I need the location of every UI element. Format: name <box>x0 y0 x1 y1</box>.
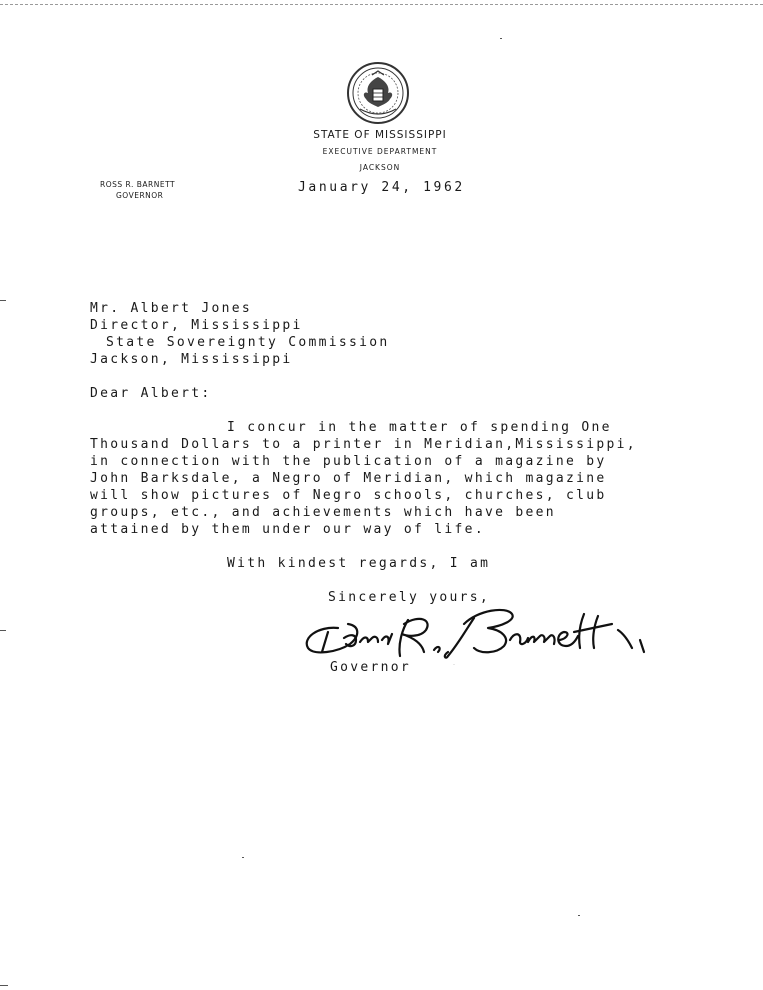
top-scan-edge <box>0 4 763 5</box>
state-seal-icon <box>346 61 410 125</box>
scan-speck <box>500 38 502 39</box>
recipient-title-1: Director, Mississippi <box>90 318 303 333</box>
scan-edge-mark <box>0 300 6 301</box>
body-line: Thousand Dollars to a printer in Meridian,Mississippi, <box>90 437 637 452</box>
body-line: in connection with the publication of a magazine by <box>90 454 607 469</box>
scan-speck <box>578 915 580 916</box>
scan-edge-mark <box>0 630 6 631</box>
handwritten-signature <box>298 590 658 665</box>
letterhead-city: JACKSON <box>359 163 401 172</box>
letter-date: January 24, 1962 <box>298 180 465 195</box>
scan-edge-mark <box>0 985 8 986</box>
recipient-name: Mr. Albert Jones <box>90 301 253 316</box>
signer-title: Governor <box>330 660 412 675</box>
body-line: will show pictures of Negro schools, churches, club <box>90 488 607 503</box>
recipient-address: Jackson, Mississippi <box>90 352 293 367</box>
body-line: John Barksdale, a Negro of Meridian, which magazine <box>90 471 607 486</box>
letterhead-department: EXECUTIVE DEPARTMENT <box>322 147 438 156</box>
recipient-title-2: State Sovereignty Commission <box>106 335 390 350</box>
letterhead-governor-title: GOVERNOR <box>116 191 164 200</box>
body-line: I concur in the matter of spending One <box>227 420 612 435</box>
body-line: attained by them under our way of life. <box>90 522 485 537</box>
scan-speck <box>242 857 244 858</box>
salutation: Dear Albert: <box>90 386 212 401</box>
letterhead-governor-name: ROSS R. BARNETT <box>100 180 176 189</box>
letterhead-state: STATE OF MISSISSIPPI <box>313 129 447 141</box>
body-line: groups, etc., and achievements which have been <box>90 505 556 520</box>
closing-line: With kindest regards, I am <box>227 556 491 571</box>
valediction: Sincerely yours, <box>328 590 491 605</box>
